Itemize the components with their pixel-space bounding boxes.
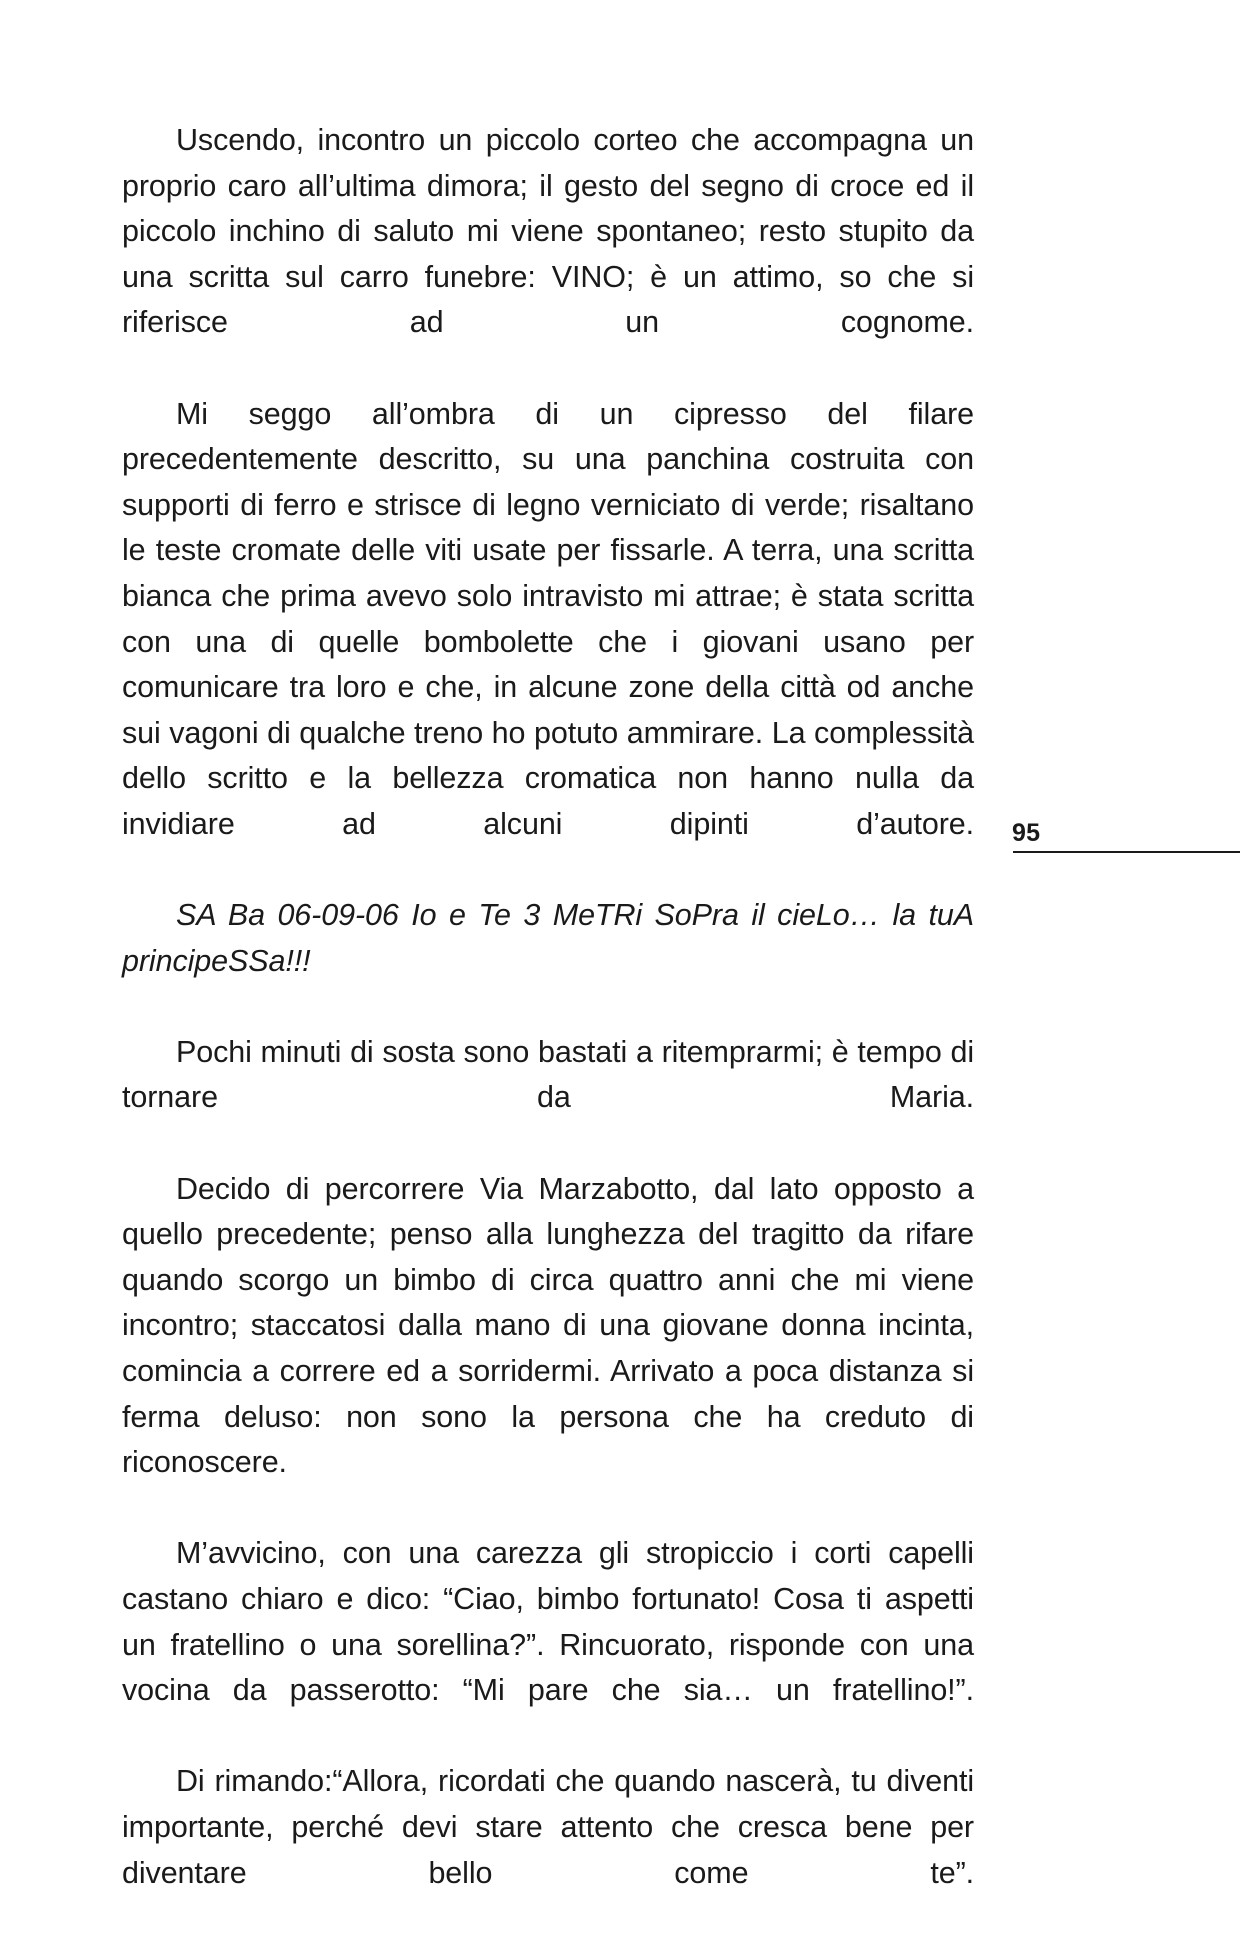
folio-divider-rule — [1013, 851, 1240, 853]
paragraph: Di rimando:“Allora, ricordati che quando nascerà, tu diventi importante, perché devi stare attento che cresca bene per diventare bello come te”. — [122, 1764, 974, 1890]
page-number: 95 — [1012, 819, 1041, 847]
paragraph: Pochi minuti di sosta sono bastati a ritemprarmi; è tempo di tornare da Maria. — [122, 1034, 974, 1115]
paragraph-graffiti-quote: SA Ba 06-09-06 Io e Te 3 MeTRi SoPra il cieLo… la tuA principeSSa!!! — [122, 898, 974, 978]
paragraph: Uscendo, incontro un piccolo corteo che accompagna un proprio caro all’ultima dimora; il gesto del segno di croce ed il piccolo inchino di saluto mi viene spontaneo; resto stupito da una scritta sul carro funebre: VINO; è un attimo, so che si riferisce ad un cognome. — [122, 123, 974, 340]
paragraph: M’avvicino, con una carezza gli stropiccio i corti capelli castano chiaro e dico: “Ciao, bimbo fortunato! Cosa ti aspetti un fratellino o una sorellina?”. Rincuorato, risponde con una vocina da passerotto: “Mi pare che sia… un fratellino!”. — [122, 1536, 974, 1708]
paragraph: Mi seggo all’ombra di un cipresso del filare precedentemente descritto, su una panchina costruita con supporti di ferro e strisce di legno verniciato di verde; risaltano le teste cromate delle viti usate per fissarle. A terra, una scritta bianca che prima avevo solo intravisto mi attrae; è stata scritta con una di quelle bombolette che i giovani usano per comunicare tra loro e che, in alcune zone della città od anche sui vagoni di qualche treno ho potuto ammirare. La complessità dello scritto e la bellezza cromatica non hanno nulla da invidiare ad alcuni dipinti d’autore. — [122, 396, 974, 841]
body-text-column — [122, 118, 974, 1942]
paragraph: Decido di percorrere Via Marzabotto, dal lato opposto a quello precedente; penso alla lunghezza del tragitto da rifare quando scorgo un bimbo di circa quattro anni che mi viene incontro; staccatosi dalla mano di una giovane donna incinta, comincia a correre ed a sorridermi. Arrivato a poca distanza si ferma deluso: non sono la persona che ha creduto di riconoscere. — [122, 1171, 974, 1480]
page-folio — [1001, 818, 1240, 848]
